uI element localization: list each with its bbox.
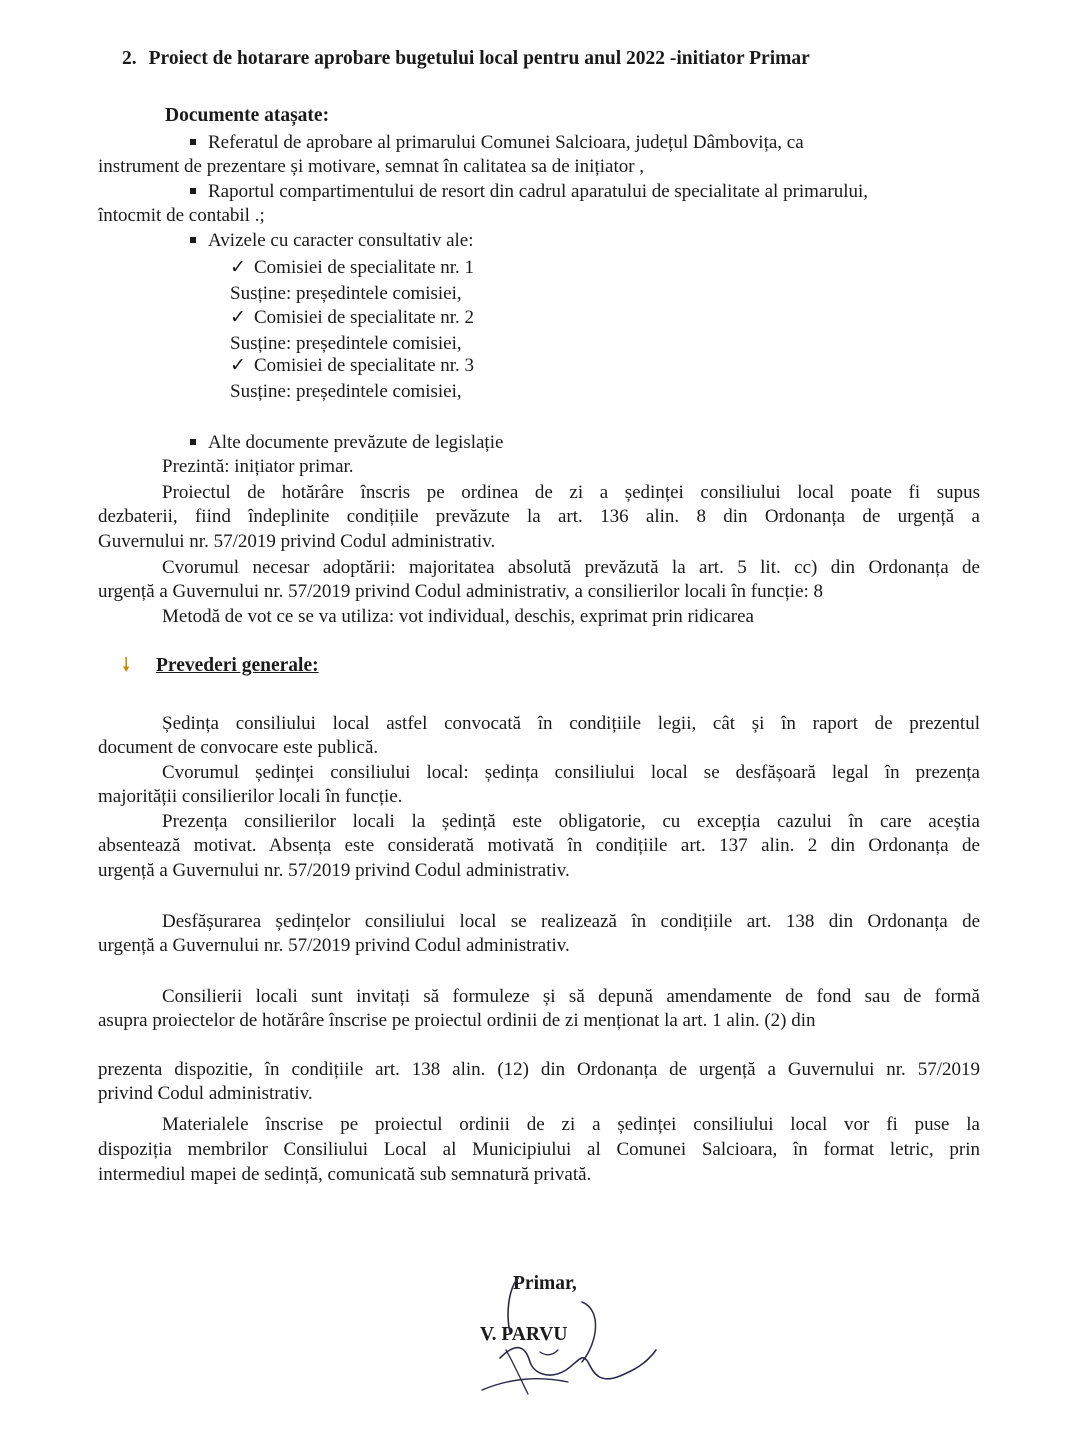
attached-documents-title: Documente atașate: [165,105,330,126]
paragraph-line: intermediul mapei de sedință, comunicată sub semnatură privată. [98,1164,592,1185]
handwritten-signature [470,1270,670,1410]
paragraph-line: document de convocare este publică. [98,737,379,758]
paragraph-line: Cvorumul ședinței consiliului local: ședința consiliului local se desfășoară legal în prezența [162,762,980,783]
paragraph-line: Desfășurarea ședințelor consiliului local se realizează în condițiile art. 138 din Ordonanța de [162,911,980,932]
commission-item [230,306,474,330]
bullet-square-icon [190,237,196,243]
commission-name: Comisiei de specialitate nr. 2 [254,307,475,328]
checkmark-icon: ✓ [230,257,246,278]
paragraph-line: majorității consilierilor locali în funcție. [98,786,403,807]
section-title-text: Prevederi generale: [156,655,319,676]
referat-line-2: instrument de prezentare și motivare, semnat în calitatea sa de inițiator , [98,156,645,177]
agenda-item-heading [122,47,952,71]
commission-name: Comisiei de specialitate nr. 1 [254,257,475,278]
arrow-down-icon: 🠗 [122,655,131,676]
avize-title: Avizele cu caracter consultativ ale: [208,230,474,251]
paragraph-line: Ședința consiliului local astfel convocată în condițiile legii, cât și în raport de prezentul [162,713,980,734]
commission-support: Susține: președintele comisiei, [230,333,462,354]
agenda-item-title: Proiect de hotarare aprobare bugetului local pentru anul 2022 -initiator Primar [148,48,810,69]
commission-support: Susține: președintele comisiei, [230,381,462,402]
checkmark-icon: ✓ [230,307,246,328]
paragraph-line: dezbaterii, fiind îndeplinite condițiile prevăzute la art. 136 alin. 8 din Ordonanța de urgență a [98,506,980,527]
raport-line-2: întocmit de contabil .; [98,205,265,226]
paragraph-line: urgență a Guvernului nr. 57/2019 privind Codul administrativ. [98,860,570,881]
section-title [122,654,319,678]
bullet-square-icon [190,139,196,145]
paragraph-line: privind Codul administrativ. [98,1083,313,1104]
raport-line-1: Raportul compartimentului de resort din cadrul aparatului de specialitate al primarului, [208,181,869,202]
other-documents-label: Alte documente prevăzute de legislație [208,432,504,453]
paragraph-line: urgență a Guvernului nr. 57/2019 privind Codul administrativ. [98,935,570,956]
presenter-line: Prezintă: inițiator primar. [162,456,354,477]
referat-line-1: Referatul de aprobare al primarului Comunei Salcioara, județul Dâmbovița, ca [208,132,804,153]
commission-item [230,354,474,378]
paragraph-line: dispoziția membrilor Consiliului Local al Municipiului al Comunei Salcioara, în format letric, prin [98,1139,980,1160]
signatory-name: V. PARVU [480,1324,568,1345]
paragraph-line: asupra proiectelor de hotărâre înscrise pe proiectul ordinii de zi menționat la art. 1 alin. (2) din [98,1010,816,1031]
bullet-square-icon [190,188,196,194]
paragraph-line: prezenta dispozitie, în condițiile art. 138 alin. (12) din Ordonanța de urgență a Guvernului nr. 57/2019 [98,1059,980,1080]
paragraph-line: Guvernului nr. 57/2019 privind Codul administrativ. [98,531,496,552]
agenda-item-number: 2. [122,48,137,69]
paragraph-line: Proiectul de hotărâre înscris pe ordinea de zi a ședinței consiliului local poate fi supus [162,482,980,503]
paragraph-line: absentează motivat. Absența este considerată motivată în condițiile art. 137 alin. 2 din Ordonanța de [98,835,980,856]
bullet-square-icon [190,439,196,445]
commission-name: Comisiei de specialitate nr. 3 [254,355,475,376]
list-item-other-documents [190,431,503,455]
paragraph-line: Materialele înscrise pe proiectul ordinii de zi a ședinței consiliului local vor fi puse la [162,1114,980,1135]
paragraph-line: Consilierii locali sunt invitați să formuleze și să depună amendamente de fond sau de formă [162,986,980,1007]
paragraph-line: Metodă de vot ce se va utiliza: vot individual, deschis, exprimat prin ridicarea [162,606,754,627]
paragraph-line: Prezența consilierilor locali la ședință este obligatorie, cu excepția cazului în care aceștia [162,811,980,832]
commission-item [230,256,474,280]
signatory-role: Primar, [513,1273,577,1294]
list-item-raport [190,180,868,204]
list-item-avize [190,229,474,253]
checkmark-icon: ✓ [230,355,246,376]
paragraph-line: urgență a Guvernului nr. 57/2019 privind Codul administrativ, a consilierilor locali în funcție: 8 [98,581,824,602]
commission-support: Susține: președintele comisiei, [230,283,462,304]
paragraph-line: Cvorumul necesar adoptării: majoritatea absolută prevăzută la art. 5 lit. cc) din Ordonanța de [162,557,980,578]
list-item-referat [190,131,804,155]
